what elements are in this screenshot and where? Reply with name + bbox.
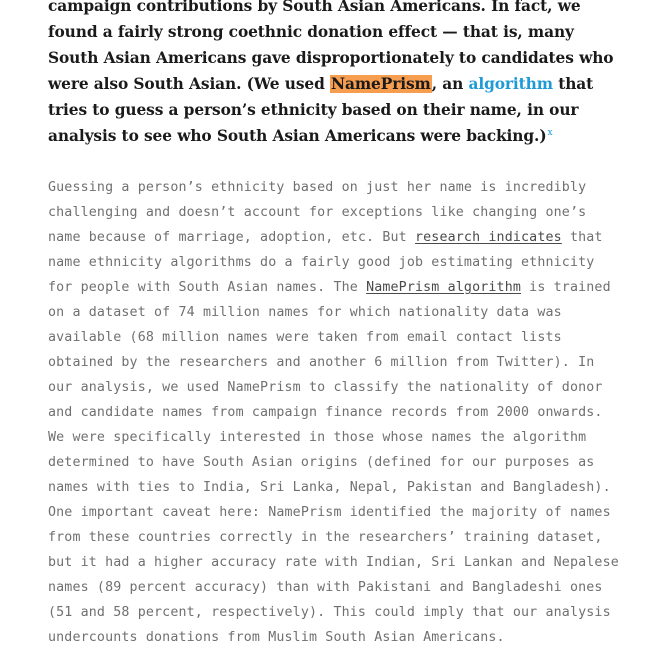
nameprism-highlight: NamePrism [331,75,431,93]
research-indicates-link[interactable]: research indicates [415,230,562,245]
lead-text-sep: , an [431,75,469,93]
note-text-part3: is trained on a dataset of 74 million names for which nationality data was available (68 million names were taken from email contact lists obtained by the researchers and another 6 million from Twitter). In our analysis, we used NamePrism to classify the nationality of donor and candidate names from campaign finance records from 2000 onwards. We were specifically interested in those whose names the algorithm determined to have South Asian origins (defined for our purposes as names with ties to India, Sri Lanka, Nepal, Pakistan and Bangladesh). One important caveat here: NamePrism identified the majority of names from these countries correctly in the researchers’ training dataset, but it had a higher accuracy rate with Indian, Sri Lankan and Nepalese names (89 percent accuracy) than with Pakistani and Bangladeshi ones (51 and 58 percent, respectively). This could imply that our analysis undercounts donations from Muslim South Asian Americans. [48,280,619,645]
lead-paragraph [48,0,628,149]
footnote-paragraph [48,175,626,650]
lead-text-part2: that tries to guess a person’s ethnicity based on their name, in our analysis to see who South Asian Americans were backing.) [48,75,594,145]
note-text-part1: Guessing a person’s ethnicity based on just her name is incredibly challenging and doesn’t account for exceptions like changing one’s name because of marriage, adoption, etc. But [48,180,587,245]
algorithm-link[interactable]: algorithm [468,75,553,93]
lead-partial-line: campaign contributions by South Asian Americans. [48,0,486,15]
note-text-part2: that name ethnicity algorithms do a fairly good job estimating ethnicity for people with South Asian names. The [48,230,603,295]
lead-text-part1: In fact, we found a fairly strong coethnic donation effect — that is, many South Asian Americans gave disproportionately to candidates who were also South Asian. (We used [48,0,614,93]
footnote-marker[interactable]: x [547,127,553,138]
footnote-text [48,175,626,650]
nameprism-algorithm-link[interactable]: NamePrism algorithm [366,280,522,295]
article-body [48,0,628,650]
